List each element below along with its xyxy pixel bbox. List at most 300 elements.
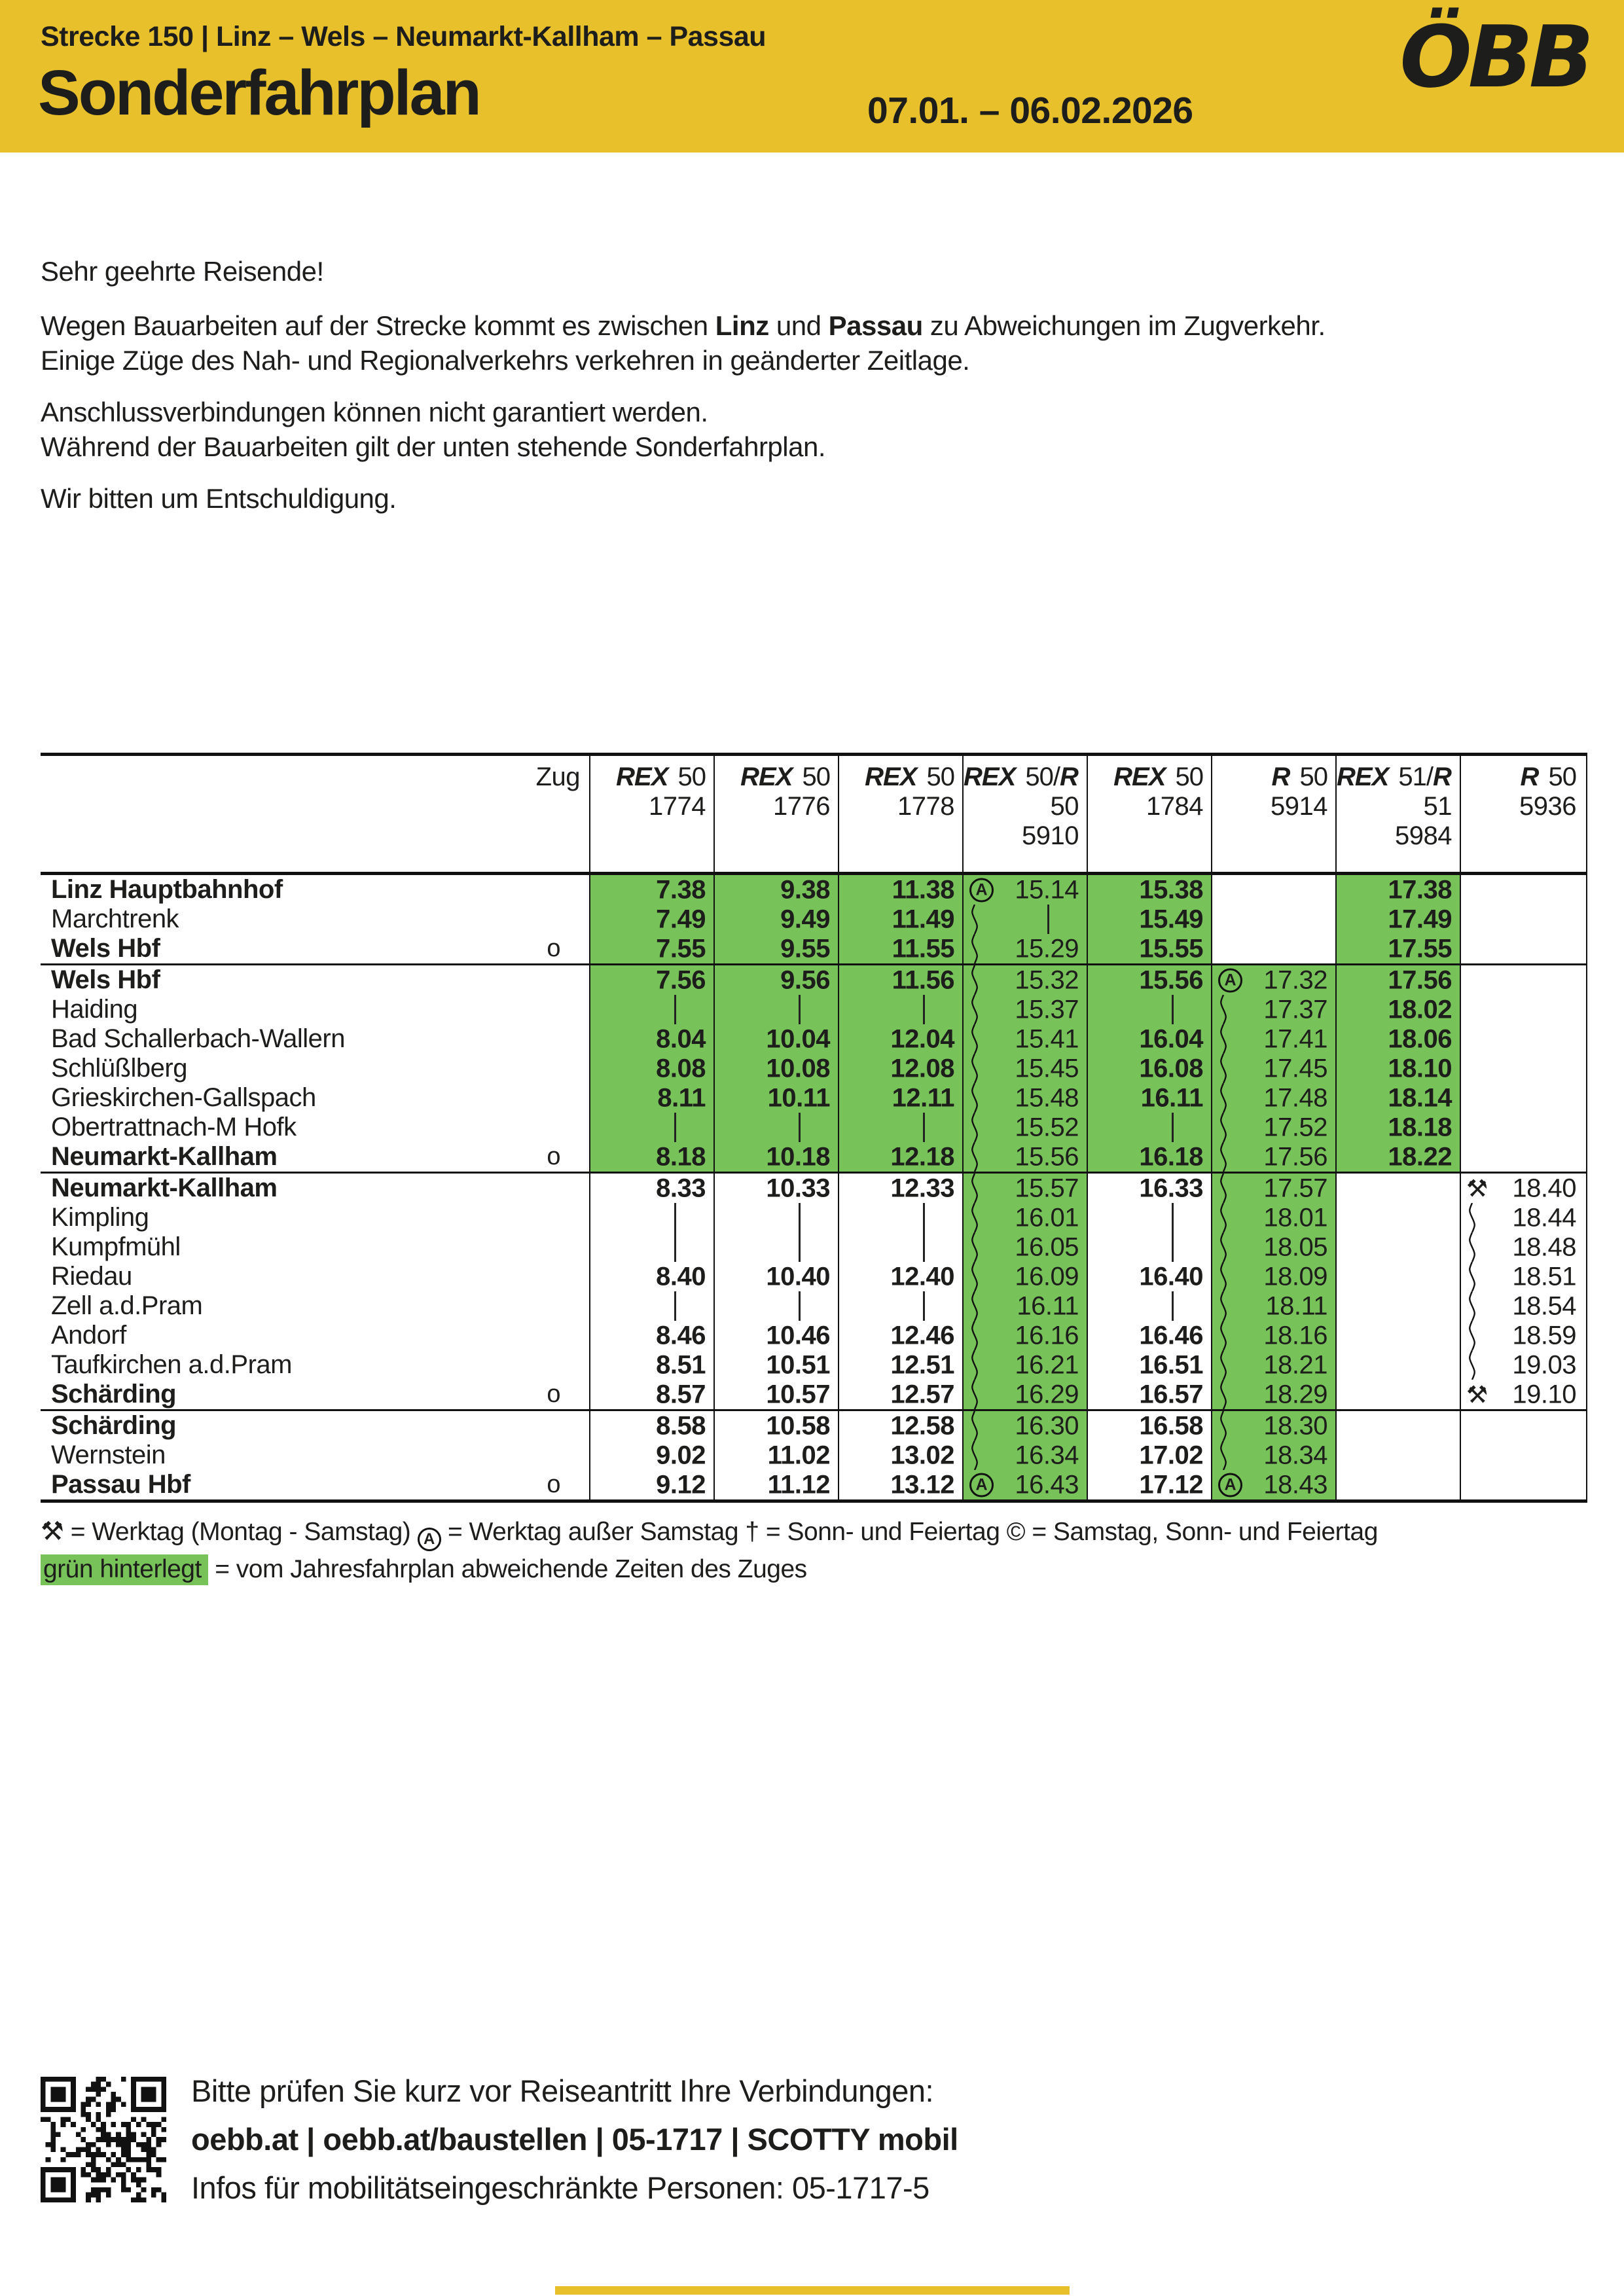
time-value: 18.06 — [1388, 1024, 1452, 1053]
time-value: 8.57 — [656, 1380, 706, 1408]
station-cell — [41, 1174, 589, 1203]
time-value: 15.56 — [1139, 965, 1203, 994]
station-name: Schlüßlberg — [51, 1054, 187, 1083]
time-cell — [589, 1470, 713, 1499]
train-name-segment: 50 — [920, 762, 954, 791]
time-value: 8.51 — [656, 1350, 706, 1379]
time-cell — [1211, 1380, 1335, 1409]
wavy-line-icon — [970, 1291, 979, 1321]
intro-line — [41, 429, 1583, 464]
time-cell — [838, 875, 962, 905]
train-name — [839, 762, 954, 792]
route-line: Strecke 150 | Linz – Wels – Neumarkt-Kallham – Passau — [41, 21, 767, 52]
time-value: 15.48 — [1015, 1083, 1079, 1112]
time-cell — [1460, 1291, 1584, 1321]
time-cell — [713, 905, 838, 934]
intro-line — [41, 308, 1583, 343]
pass-through-icon — [674, 1113, 676, 1142]
train-number: 1778 — [897, 792, 954, 821]
train-column-header — [589, 756, 713, 872]
wavy-line-icon — [1468, 1291, 1477, 1321]
timetable-header-row — [41, 756, 1586, 875]
time-value: 12.46 — [890, 1321, 954, 1350]
time-cell — [838, 1024, 962, 1054]
time-cell — [1211, 1470, 1335, 1499]
wavy-line-icon — [970, 1174, 979, 1203]
wavy-line-icon — [1219, 1232, 1228, 1262]
wavy-line-icon — [1468, 1321, 1477, 1350]
time-value: 8.58 — [656, 1411, 706, 1440]
time-cell — [1335, 1083, 1460, 1113]
table-row — [41, 934, 1586, 963]
time-cell — [589, 965, 713, 995]
time-cell — [1211, 934, 1335, 963]
time-cell — [1087, 1350, 1211, 1380]
wavy-line-icon — [970, 934, 979, 963]
train-number: 5984 — [1395, 821, 1452, 850]
station-cell — [41, 965, 589, 995]
time-cell — [1335, 1203, 1460, 1232]
stop-marker: o — [547, 1143, 560, 1170]
station-cell — [41, 1142, 589, 1172]
circle-a-icon: A — [1218, 968, 1242, 992]
time-value: 18.43 — [1263, 1470, 1327, 1499]
time-cell — [1335, 905, 1460, 934]
time-cell — [838, 1203, 962, 1232]
contact-block — [41, 2067, 958, 2212]
pass-through-icon — [799, 995, 801, 1024]
time-cell — [589, 1411, 713, 1441]
time-cell — [713, 965, 838, 995]
table-row — [41, 1203, 1586, 1232]
time-value: 19.10 — [1512, 1380, 1576, 1408]
train-name — [1212, 762, 1327, 792]
time-cell — [1211, 1411, 1335, 1441]
timetable-section — [41, 1172, 1586, 1409]
time-cell — [838, 995, 962, 1024]
time-cell — [1335, 875, 1460, 905]
train-name-segment: R — [1059, 762, 1078, 791]
time-value: 12.58 — [890, 1411, 954, 1440]
time-value: 9.02 — [656, 1441, 706, 1469]
train-name — [964, 762, 1079, 792]
timetable-section — [41, 963, 1586, 1172]
time-cell — [713, 1470, 838, 1499]
wavy-line-icon — [970, 1350, 979, 1380]
time-cell — [962, 1174, 1087, 1203]
time-value: 8.11 — [657, 1083, 706, 1112]
time-cell — [713, 875, 838, 905]
time-value: 16.11 — [1017, 1291, 1079, 1320]
dagger-icon: † — [745, 1518, 759, 1546]
time-cell — [1211, 1262, 1335, 1291]
time-cell — [589, 1174, 713, 1203]
time-value: 16.40 — [1139, 1262, 1203, 1291]
time-value: 10.04 — [766, 1024, 830, 1053]
circle-a-icon: A — [969, 1473, 994, 1497]
time-cell — [1211, 1441, 1335, 1470]
time-value: 11.49 — [892, 905, 954, 933]
station-name: Obertrattnach-M Hofk — [51, 1113, 297, 1141]
time-value: 15.45 — [1015, 1054, 1079, 1083]
station-cell — [41, 1113, 589, 1142]
time-cell — [1460, 995, 1584, 1024]
time-cell — [589, 1232, 713, 1262]
time-value: 15.49 — [1139, 905, 1203, 933]
time-cell — [1335, 1113, 1460, 1142]
time-value: 18.40 — [1512, 1174, 1576, 1202]
stop-marker: o — [547, 1380, 560, 1408]
wavy-line-icon — [970, 995, 979, 1024]
station-cell — [41, 1232, 589, 1262]
time-cell — [1460, 1113, 1584, 1142]
oebb-logo: ÖBB — [1399, 7, 1590, 107]
time-cell — [1460, 934, 1584, 963]
time-value: 17.56 — [1388, 965, 1452, 994]
train-number: 50 — [1050, 792, 1079, 821]
time-cell — [589, 1441, 713, 1470]
time-cell — [962, 1262, 1087, 1291]
wavy-line-icon — [1219, 1441, 1228, 1470]
time-value: 17.41 — [1263, 1024, 1327, 1053]
time-value: 12.11 — [892, 1083, 954, 1112]
pass-through-icon — [923, 1113, 925, 1142]
time-cell — [1335, 1291, 1460, 1321]
timetable-section — [41, 1409, 1586, 1499]
time-cell — [589, 1054, 713, 1083]
wavy-line-icon — [1219, 1203, 1228, 1232]
time-value: 16.43 — [1015, 1470, 1079, 1499]
time-value: 18.48 — [1512, 1232, 1576, 1261]
time-cell — [838, 905, 962, 934]
table-row — [41, 1291, 1586, 1321]
time-value: 10.18 — [766, 1142, 830, 1171]
salutation: Sehr geehrte Reisende! — [41, 256, 324, 287]
station-cell — [41, 1262, 589, 1291]
time-cell — [713, 1113, 838, 1142]
station-cell — [41, 1380, 589, 1409]
time-value: 18.59 — [1512, 1321, 1576, 1350]
time-value: 17.38 — [1388, 875, 1452, 904]
time-value: 16.09 — [1015, 1262, 1079, 1291]
time-cell — [838, 1262, 962, 1291]
time-cell — [1460, 1174, 1584, 1203]
time-cell — [1087, 1380, 1211, 1409]
time-cell — [1211, 1350, 1335, 1380]
time-cell — [589, 1291, 713, 1321]
train-name-segment: R — [1432, 762, 1451, 791]
legend-green-note — [41, 1551, 1583, 1588]
intro-segment: Einige Züge des Nah- und Regionalverkehrs verkehren in geänderter Zeitlage. — [41, 345, 970, 376]
train-name-segment: REX — [740, 762, 793, 791]
legend-text: = Samstag, Sonn- und Feiertag — [1024, 1518, 1378, 1546]
time-cell — [713, 934, 838, 963]
time-cell — [1335, 934, 1460, 963]
time-cell — [713, 1083, 838, 1113]
time-value: 11.02 — [767, 1441, 830, 1469]
time-value: 10.46 — [766, 1321, 830, 1350]
time-cell — [962, 1291, 1087, 1321]
time-cell — [962, 1350, 1087, 1380]
page-title: Sonderfahrplan — [38, 57, 480, 128]
time-value: 13.12 — [890, 1470, 954, 1499]
time-cell — [1460, 1142, 1584, 1172]
time-value: 7.55 — [656, 934, 706, 963]
pass-through-icon — [799, 1203, 801, 1232]
station-cell — [41, 1054, 589, 1083]
wavy-line-icon — [1219, 1350, 1228, 1380]
train-name-segment: 50 — [1542, 762, 1576, 791]
station-cell — [41, 995, 589, 1024]
intro-line — [41, 481, 1583, 516]
time-cell — [713, 995, 838, 1024]
time-cell — [1087, 1232, 1211, 1262]
intro-segment: Wir bitten um Entschuldigung. — [41, 483, 397, 514]
legend-symbols-line — [41, 1513, 1583, 1551]
time-cell — [1211, 1232, 1335, 1262]
time-cell — [589, 1203, 713, 1232]
time-value: 7.56 — [656, 965, 706, 994]
wavy-line-icon — [1219, 1083, 1228, 1113]
train-name — [1088, 762, 1203, 792]
pass-through-icon — [1172, 1113, 1174, 1142]
circle-a-icon: A — [418, 1528, 441, 1551]
time-cell — [1460, 1350, 1584, 1380]
pass-through-icon — [1172, 995, 1174, 1024]
wavy-line-icon — [970, 1113, 979, 1142]
time-cell — [1087, 1203, 1211, 1232]
station-cell — [41, 1441, 589, 1470]
time-cell — [1460, 1441, 1584, 1470]
time-value: 11.55 — [892, 934, 954, 963]
time-cell — [1211, 1174, 1335, 1203]
time-value: 17.52 — [1263, 1113, 1327, 1141]
time-value: 17.49 — [1388, 905, 1452, 933]
time-cell — [1460, 965, 1584, 995]
wavy-line-icon — [1219, 1054, 1228, 1083]
pass-through-icon — [1047, 905, 1049, 934]
time-cell — [1460, 1470, 1584, 1499]
train-column-header — [713, 756, 838, 872]
time-value: 8.04 — [656, 1024, 706, 1053]
intro-paragraph — [41, 308, 1583, 378]
table-row — [41, 1142, 1586, 1172]
time-value: 9.56 — [780, 965, 830, 994]
time-cell — [1460, 1232, 1584, 1262]
time-cell — [962, 905, 1087, 934]
time-value: 8.18 — [656, 1142, 706, 1171]
time-cell — [1335, 1411, 1460, 1441]
station-cell — [41, 875, 589, 905]
time-cell — [1335, 1350, 1460, 1380]
pass-through-icon — [799, 1291, 801, 1321]
station-name: Haiding — [51, 995, 138, 1024]
intro-line — [41, 343, 1583, 378]
table-row — [41, 1262, 1586, 1291]
time-cell — [589, 1113, 713, 1142]
time-cell — [589, 875, 713, 905]
time-value: 10.08 — [766, 1054, 830, 1083]
train-name-segment: 50 — [671, 762, 706, 791]
contact-line-3: Infos für mobilitätseingeschränkte Personen: 05-1717-5 — [191, 2170, 929, 2205]
train-name-segment: 50 — [795, 762, 830, 791]
time-value: 12.04 — [890, 1024, 954, 1053]
time-cell — [1460, 1321, 1584, 1350]
time-cell — [589, 995, 713, 1024]
time-value: 19.03 — [1512, 1350, 1576, 1379]
time-cell — [1087, 995, 1211, 1024]
time-cell — [1087, 965, 1211, 995]
time-value: 18.29 — [1263, 1380, 1327, 1408]
time-cell — [962, 1024, 1087, 1054]
time-cell — [962, 1203, 1087, 1232]
time-cell — [962, 1441, 1087, 1470]
pass-through-icon — [1172, 1291, 1174, 1321]
time-value: 10.58 — [766, 1411, 830, 1440]
time-value: 17.45 — [1263, 1054, 1327, 1083]
time-cell — [1460, 1262, 1584, 1291]
time-cell — [713, 1203, 838, 1232]
time-cell — [589, 1380, 713, 1409]
time-value: 8.46 — [656, 1321, 706, 1350]
station-name: Schärding — [51, 1380, 177, 1408]
time-cell — [1335, 1441, 1460, 1470]
time-cell — [1335, 1054, 1460, 1083]
wavy-line-icon — [970, 1411, 979, 1441]
pass-through-icon — [674, 995, 676, 1024]
time-cell — [1087, 1113, 1211, 1142]
time-value: 9.38 — [780, 875, 830, 904]
contact-line-1: Bitte prüfen Sie kurz vor Reiseantritt Ihre Verbindungen: — [191, 2073, 934, 2108]
table-row — [41, 1441, 1586, 1470]
time-cell — [713, 1441, 838, 1470]
time-cell — [589, 1142, 713, 1172]
wavy-line-icon — [1219, 1262, 1228, 1291]
time-value: 11.56 — [892, 965, 954, 994]
station-name: Kumpfmühl — [51, 1232, 181, 1261]
time-cell — [1211, 1142, 1335, 1172]
time-value: 12.57 — [890, 1380, 954, 1408]
stop-marker: o — [547, 1471, 560, 1498]
wavy-line-icon — [970, 965, 979, 995]
timetable-section — [41, 875, 1586, 963]
time-cell — [1460, 1083, 1584, 1113]
time-value: 9.49 — [780, 905, 830, 933]
time-value: 18.09 — [1263, 1262, 1327, 1291]
table-row — [41, 1321, 1586, 1350]
train-column-header — [1460, 756, 1584, 872]
time-value: 10.51 — [766, 1350, 830, 1379]
station-cell — [41, 1411, 589, 1441]
table-row — [41, 875, 1586, 905]
station-name: Neumarkt-Kallham — [51, 1142, 278, 1171]
wavy-line-icon — [970, 1142, 979, 1172]
time-value: 18.11 — [1265, 1291, 1327, 1320]
pass-through-icon — [1172, 1232, 1174, 1262]
time-value: 18.05 — [1263, 1232, 1327, 1261]
time-cell — [1087, 1411, 1211, 1441]
time-value: 16.30 — [1015, 1411, 1079, 1440]
station-cell — [41, 1321, 589, 1350]
time-cell — [1460, 905, 1584, 934]
pass-through-icon — [923, 1232, 925, 1262]
time-value: 10.11 — [767, 1083, 830, 1112]
station-name: Wels Hbf — [51, 934, 160, 963]
time-cell — [962, 1054, 1087, 1083]
time-value: 16.11 — [1140, 1083, 1203, 1112]
time-cell — [1211, 965, 1335, 995]
time-cell — [713, 1321, 838, 1350]
station-cell — [41, 1350, 589, 1380]
train-name-segment: REX — [865, 762, 917, 791]
time-value: 15.57 — [1015, 1174, 1079, 1202]
intro-segment: Anschlussverbindungen können nicht garantiert werden. — [41, 397, 708, 427]
train-name-segment: REX — [616, 762, 668, 791]
time-cell — [1087, 1142, 1211, 1172]
time-cell — [962, 934, 1087, 963]
train-column-header — [1087, 756, 1211, 872]
train-number: 5910 — [1022, 821, 1079, 850]
time-cell — [1211, 995, 1335, 1024]
time-value: 7.38 — [656, 875, 706, 904]
wavy-line-icon — [1219, 1113, 1228, 1142]
train-number: 51 — [1423, 792, 1452, 821]
footer-yellow-bar — [555, 2286, 1070, 2295]
pass-through-icon — [1172, 1203, 1174, 1232]
wavy-line-icon — [1468, 1232, 1477, 1262]
pass-through-icon — [674, 1291, 676, 1321]
hammers-icon: ⚒ — [1466, 1380, 1488, 1408]
time-cell — [1460, 1054, 1584, 1083]
time-cell — [1211, 1321, 1335, 1350]
time-value: 12.51 — [890, 1350, 954, 1379]
time-cell — [838, 1083, 962, 1113]
time-value: 9.12 — [656, 1470, 706, 1499]
intro-segment: Während der Bauarbeiten gilt der unten stehende Sonderfahrplan. — [41, 431, 826, 462]
train-name-segment: REX — [964, 762, 1016, 791]
timetable-body — [41, 875, 1586, 1499]
table-row — [41, 1350, 1586, 1380]
time-cell — [1087, 1083, 1211, 1113]
legend-text: = Werktag (Montag - Samstag) — [63, 1518, 418, 1546]
table-row — [41, 1024, 1586, 1054]
wavy-line-icon — [970, 1054, 979, 1083]
time-value: 18.22 — [1388, 1142, 1452, 1171]
station-cell — [41, 1024, 589, 1054]
wavy-line-icon — [1219, 1142, 1228, 1172]
time-cell — [962, 875, 1087, 905]
wavy-line-icon — [1468, 1203, 1477, 1232]
table-row — [41, 1113, 1586, 1142]
time-value: 17.56 — [1263, 1142, 1327, 1171]
time-cell — [838, 1411, 962, 1441]
train-name — [1337, 762, 1452, 792]
time-cell — [1460, 1024, 1584, 1054]
station-name: Passau Hbf — [51, 1470, 190, 1499]
train-name-segment: 50 — [1293, 762, 1327, 791]
time-value: 15.56 — [1015, 1142, 1079, 1171]
time-cell — [838, 1174, 962, 1203]
intro-text — [41, 254, 1583, 533]
circle-a-icon: A — [1218, 1473, 1242, 1497]
legend-green-text: = vom Jahresfahrplan abweichende Zeiten des Zuges — [215, 1555, 807, 1583]
timetable — [41, 753, 1587, 1503]
time-cell — [1335, 1174, 1460, 1203]
train-column-header — [962, 756, 1087, 872]
table-row — [41, 1054, 1586, 1083]
intro-segment: Wegen Bauarbeiten auf der Strecke kommt es zwischen — [41, 310, 715, 341]
time-cell — [1087, 1470, 1211, 1499]
